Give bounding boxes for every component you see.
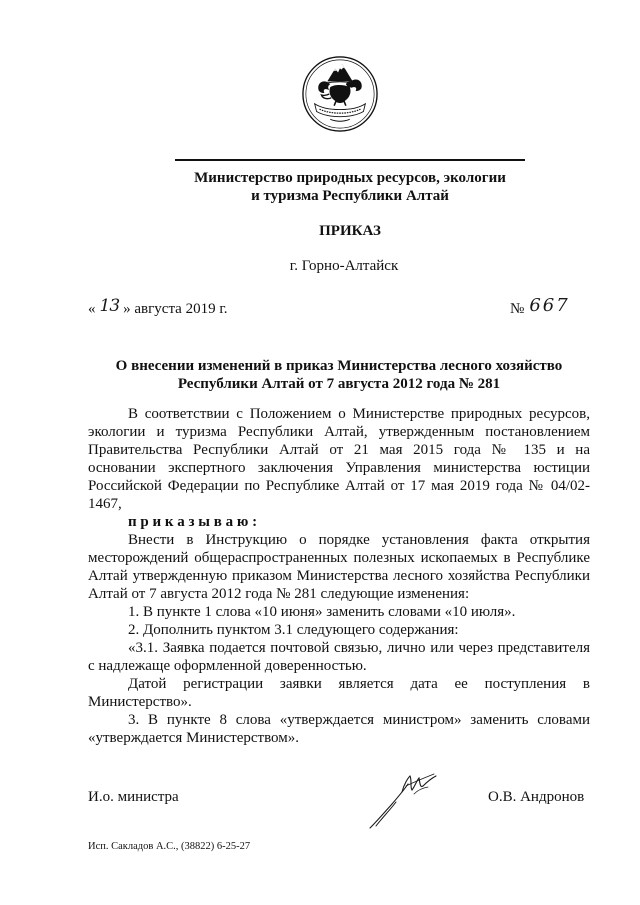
text-line: 2. Дополнить пунктом 3.1 следующего содержания: [128, 622, 459, 638]
document-body [88, 405, 590, 747]
document-type: ПРИКАЗ [319, 223, 381, 239]
document-number [510, 295, 570, 318]
amendment-item-3 [88, 711, 590, 747]
text-line: В соответствии с Положением о Министерстве природных ресурсов, [128, 406, 590, 422]
amendment-item-2 [88, 621, 590, 711]
header-rule [175, 159, 525, 161]
date-month-year: » августа 2019 г. [123, 301, 228, 317]
signatory-name: О.В. Андронов [488, 789, 585, 805]
text-line: основании экспертного заключения Управления министерства юстиции [88, 460, 590, 476]
date-open-quote: « [88, 301, 96, 317]
ministry-name-line: и туризма Республики Алтай [251, 188, 449, 204]
handwritten-signature [362, 766, 442, 834]
text-line: 3. В пункте 8 слова «утверждается министром» заменить словами [128, 712, 590, 728]
text-line: Внести в Инструкцию о порядке установления факта открытия [128, 532, 590, 548]
text-line: Алтай от 7 августа 2012 года № 281 следующие изменения: [88, 586, 470, 602]
text-line: 1. В пункте 1 слова «10 июня» заменить словами «10 июля». [128, 604, 516, 620]
text-line: Российской Федерации по Республике Алтай от 17 мая 2019 года № 04/02- [88, 478, 590, 494]
subject-line: О внесении изменений в приказ Министерства лесного хозяйство [115, 358, 563, 374]
text-line: Правительства Республики Алтай от 21 мая 2015 года № 135 и на [88, 442, 590, 458]
text-line: с надлежаще оформленной доверенностью. [88, 658, 367, 674]
signatory-position: И.о. министра [88, 789, 179, 805]
preamble-paragraph [88, 405, 590, 513]
text-line: «утверждается Министерством». [88, 730, 300, 746]
text-line: Министерство». [88, 694, 192, 710]
text-line: «3.1. Заявка подается почтовой связью, лично или через представителя [128, 640, 590, 656]
number-sign: № [510, 301, 525, 317]
order-directive: п р и к а з ы в а ю : [128, 514, 258, 530]
document-date [88, 296, 228, 318]
document-city: г. Горно-Алтайск [289, 258, 399, 274]
subject-line: Республики Алтай от 7 августа 2012 года № 281 [177, 376, 501, 392]
text-line: месторождений общераспространенных полезных ископаемых в Республике [88, 550, 590, 566]
document-subject [88, 357, 590, 393]
text-line: Алтай утвержденную приказом Министерства лесного хозяйства Республики [88, 568, 590, 584]
amendment-intro-paragraph [88, 531, 590, 603]
ministry-name-line: Министерство природных ресурсов, экологии [194, 170, 506, 186]
amendment-item-1 [88, 603, 590, 621]
text-line: Датой регистрации заявки является дата ее поступления в [128, 676, 590, 692]
coat-of-arms-icon [301, 55, 379, 133]
date-day-handwritten: 13 [99, 296, 120, 316]
executor-contact: Исп. Сакладов А.С., (38822) 6-25-27 [88, 841, 251, 852]
ministry-name [100, 169, 600, 205]
text-line: экологии и туризма Республики Алтай, утвержденным постановлением [88, 424, 590, 440]
number-value-handwritten: 667 [529, 295, 570, 316]
text-line: 1467, [88, 496, 122, 512]
